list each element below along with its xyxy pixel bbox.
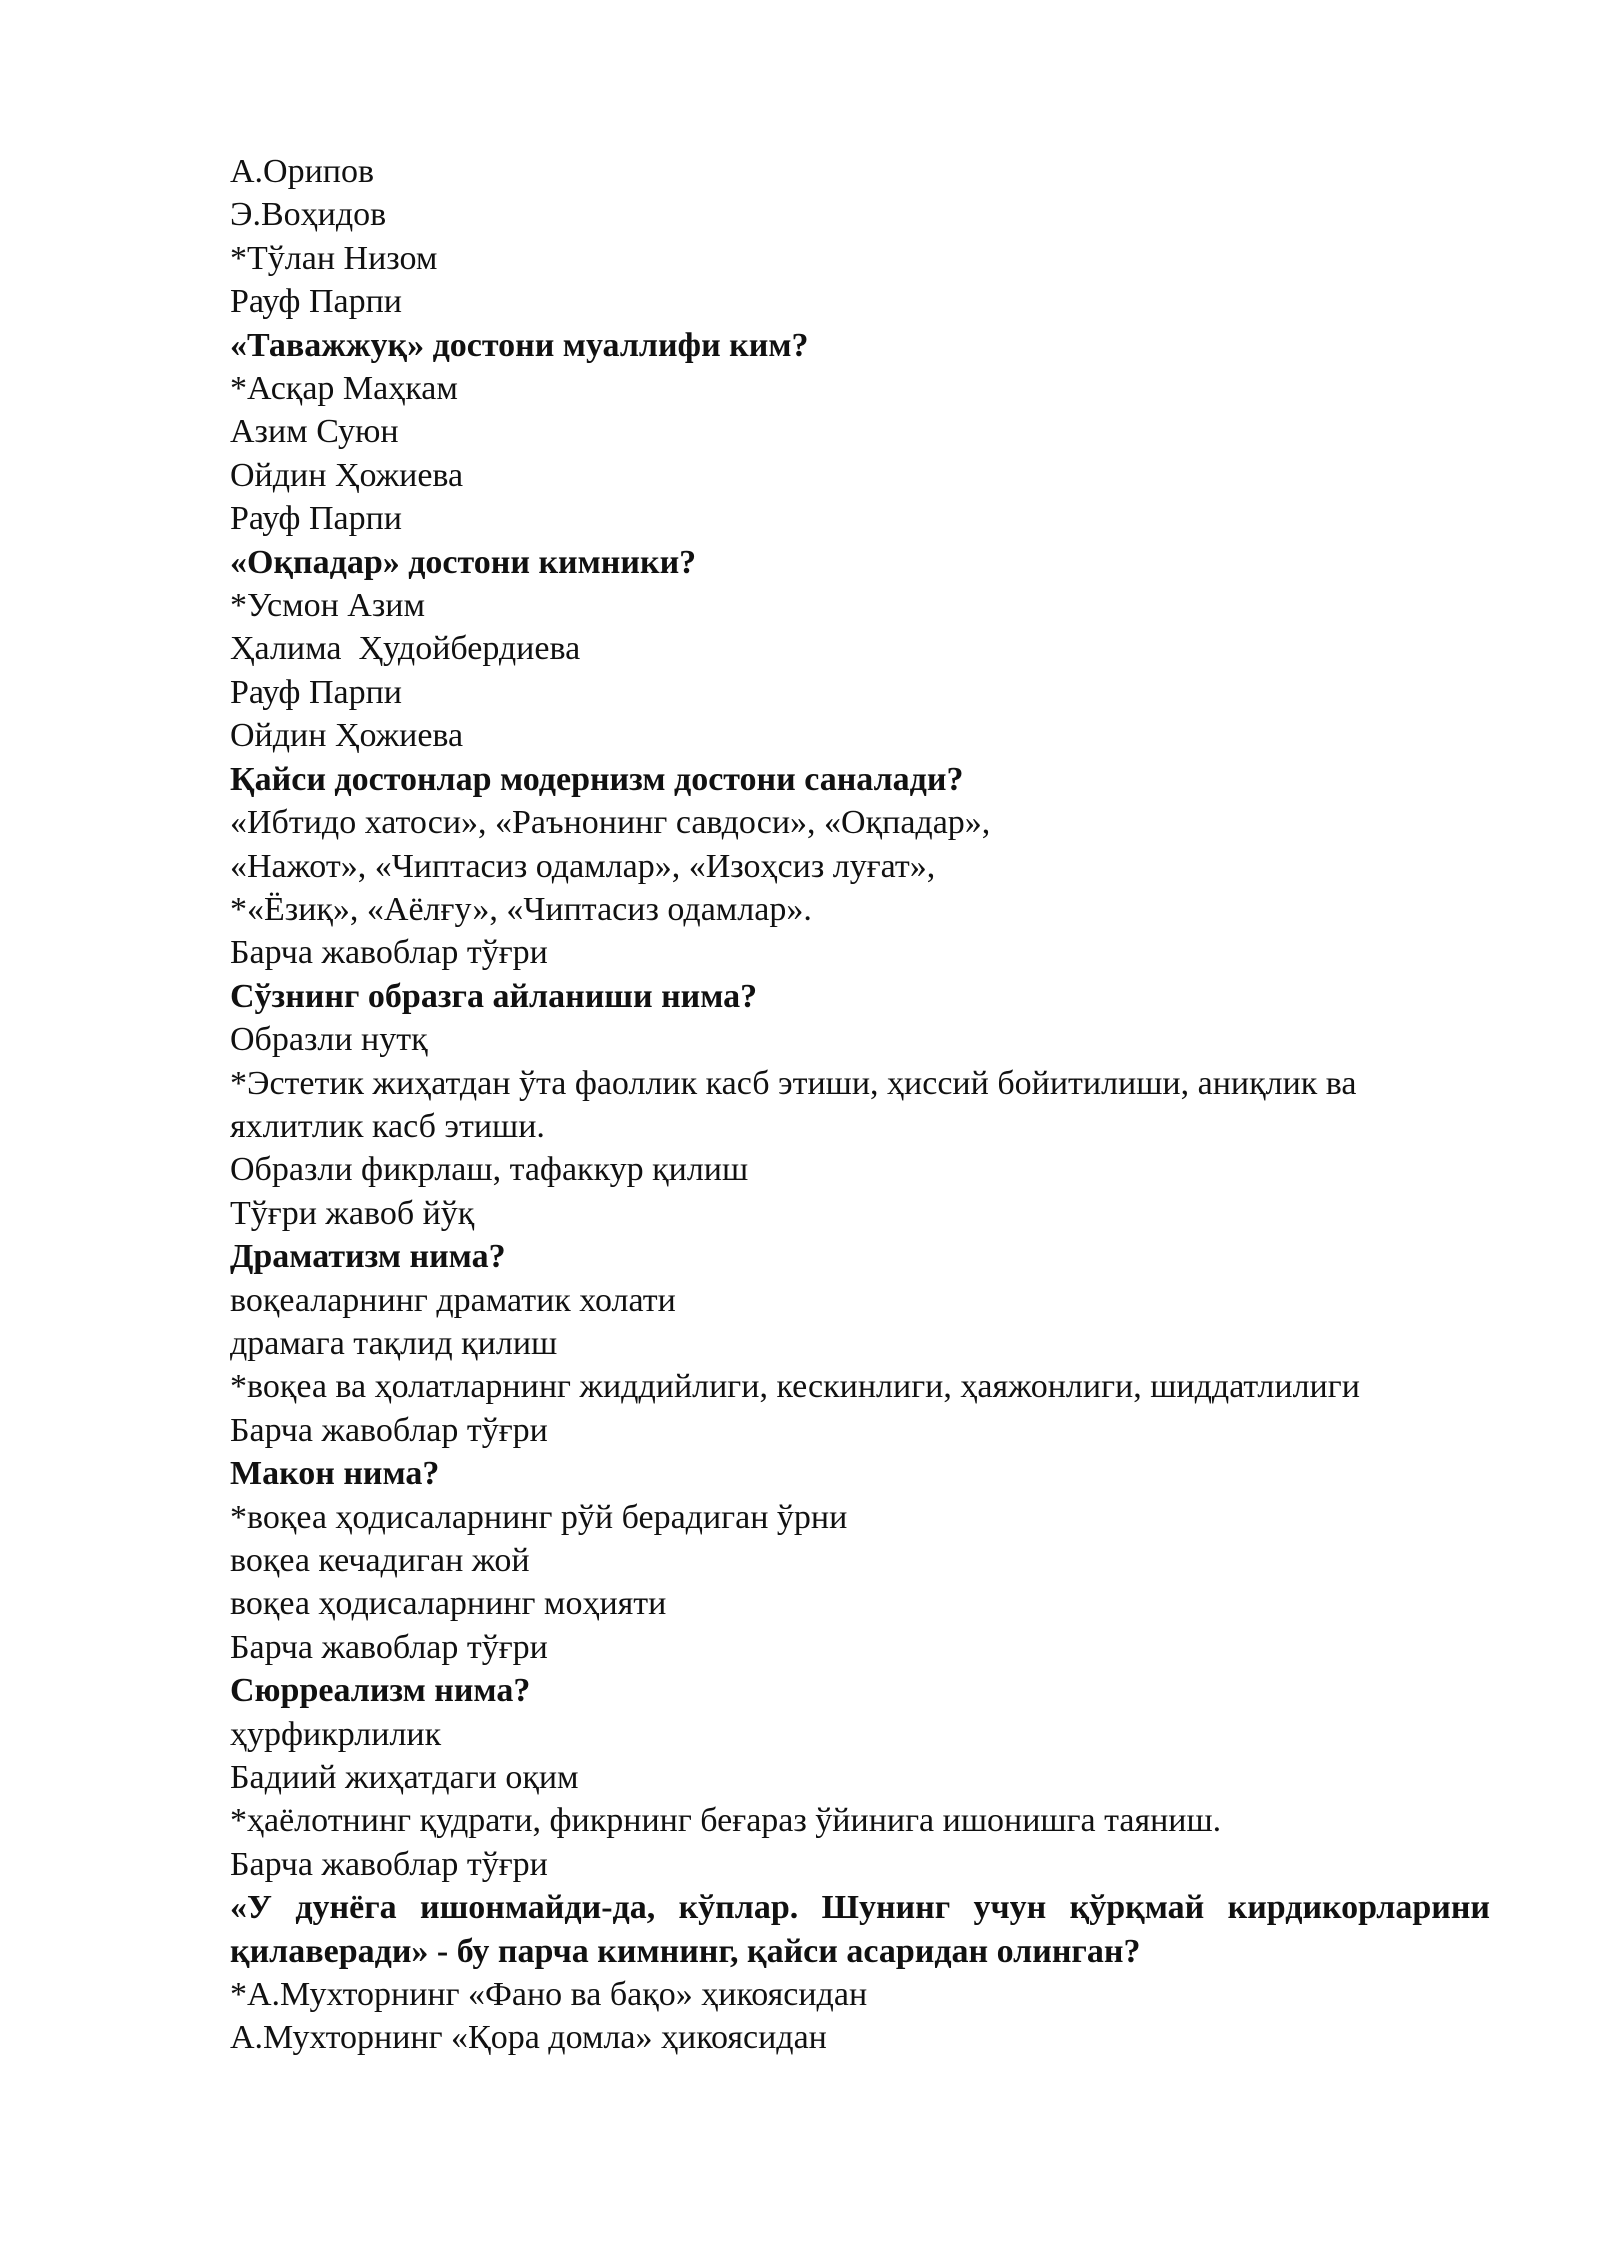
- answer-option: Образли нутқ: [230, 1021, 428, 1059]
- correct-answer-option: *ҳаёлотнинг қудрати, фикрнинг беғараз ўйинига ишонишга таяниш.: [230, 1802, 1222, 1840]
- correct-answer-option: *Асқар Маҳкам: [230, 370, 458, 408]
- answer-option: Азим Суюн: [230, 413, 399, 451]
- question-heading: «У дунёга ишонмайди-да, кўплар. Шунинг учун қўрқмай кирдикорларини қилаверади» - бу парча кимнинг, қайси асаридан олинган?: [230, 1889, 1490, 1970]
- question-heading: Сўзнинг образга айланиши нима?: [230, 977, 758, 1015]
- answer-option: Рауф Парпи: [230, 500, 402, 538]
- answer-option: Образли фикрлаш, тафаккур қилиш: [230, 1151, 749, 1189]
- answer-option: А.Мухторнинг «Қора домла» ҳикоясидан: [230, 2019, 827, 2057]
- answer-option: воқеаларнинг драматик холати: [230, 1281, 676, 1319]
- correct-answer-option: *Тўлан Низом: [230, 239, 438, 277]
- correct-answer-option: *Усмон Азим: [230, 587, 425, 625]
- question-heading: «Оқпадар» достони кимники?: [230, 543, 697, 581]
- answer-option: Барча жавоблар тўғри: [230, 1845, 548, 1883]
- question-heading: Сюрреализм нима?: [230, 1672, 531, 1710]
- question-heading: «Таважжуқ» достони муаллифи ким?: [230, 326, 809, 364]
- answer-option: Бадиий жиҳатдаги оқим: [230, 1759, 579, 1797]
- answer-option: Э.Воҳидов: [230, 196, 387, 234]
- answer-option: А.Орипов: [230, 153, 375, 190]
- correct-answer-option: *«Ёзиқ», «Аёлғу», «Чиптасиз одамлар».: [230, 890, 812, 928]
- answer-option: драмага тақлид қилиш: [230, 1324, 558, 1362]
- answer-option: Барча жавоблар тўғри: [230, 1411, 548, 1449]
- answer-option: «Нажот», «Чиптасиз одамлар», «Изоҳсиз луғат»,: [230, 847, 936, 885]
- correct-answer-option: *А.Мухторнинг «Фано ва бақо» ҳикоясидан: [230, 1976, 868, 2014]
- answer-option: воқеа кечадиган жой: [230, 1542, 530, 1579]
- answer-option: Ойдин Ҳожиева: [230, 717, 464, 755]
- correct-answer-option: *воқеа ва ҳолатларнинг жиддийлиги, кескинлиги, ҳаяжонлиги, шиддатлилиги: [230, 1368, 1360, 1406]
- question-heading: Драматизм нима?: [230, 1238, 506, 1276]
- correct-answer-option: *Эстетик жиҳатдан ўта фаоллик касб этиши, ҳиссий бойитилиши, аниқлик ва яхлитлик касб этиши.: [230, 1064, 1357, 1145]
- answer-option: Рауф Парпи: [230, 283, 402, 321]
- answer-option: Ойдин Ҳожиева: [230, 456, 464, 494]
- question-heading: Макон нима?: [230, 1455, 440, 1493]
- answer-option: Рауф Парпи: [230, 673, 402, 711]
- question-heading: Қайси достонлар модернизм достони саналади?: [230, 760, 964, 798]
- answer-option: ҳурфикрлилик: [230, 1715, 442, 1753]
- answer-option: Тўғри жавоб йўқ: [230, 1194, 475, 1232]
- answer-option: воқеа ҳодисаларнинг моҳияти: [230, 1585, 667, 1623]
- answer-option: «Ибтидо хатоси», «Раънонинг савдоси», «Оқпадар»,: [230, 804, 991, 842]
- answer-option: Ҳалима Ҳудойбердиева: [230, 630, 581, 668]
- correct-answer-option: *воқеа ҳодисаларнинг рўй берадиган ўрни: [230, 1498, 848, 1536]
- answer-option: Барча жавоблар тўғри: [230, 1628, 548, 1666]
- answer-option: Барча жавоблар тўғри: [230, 934, 548, 972]
